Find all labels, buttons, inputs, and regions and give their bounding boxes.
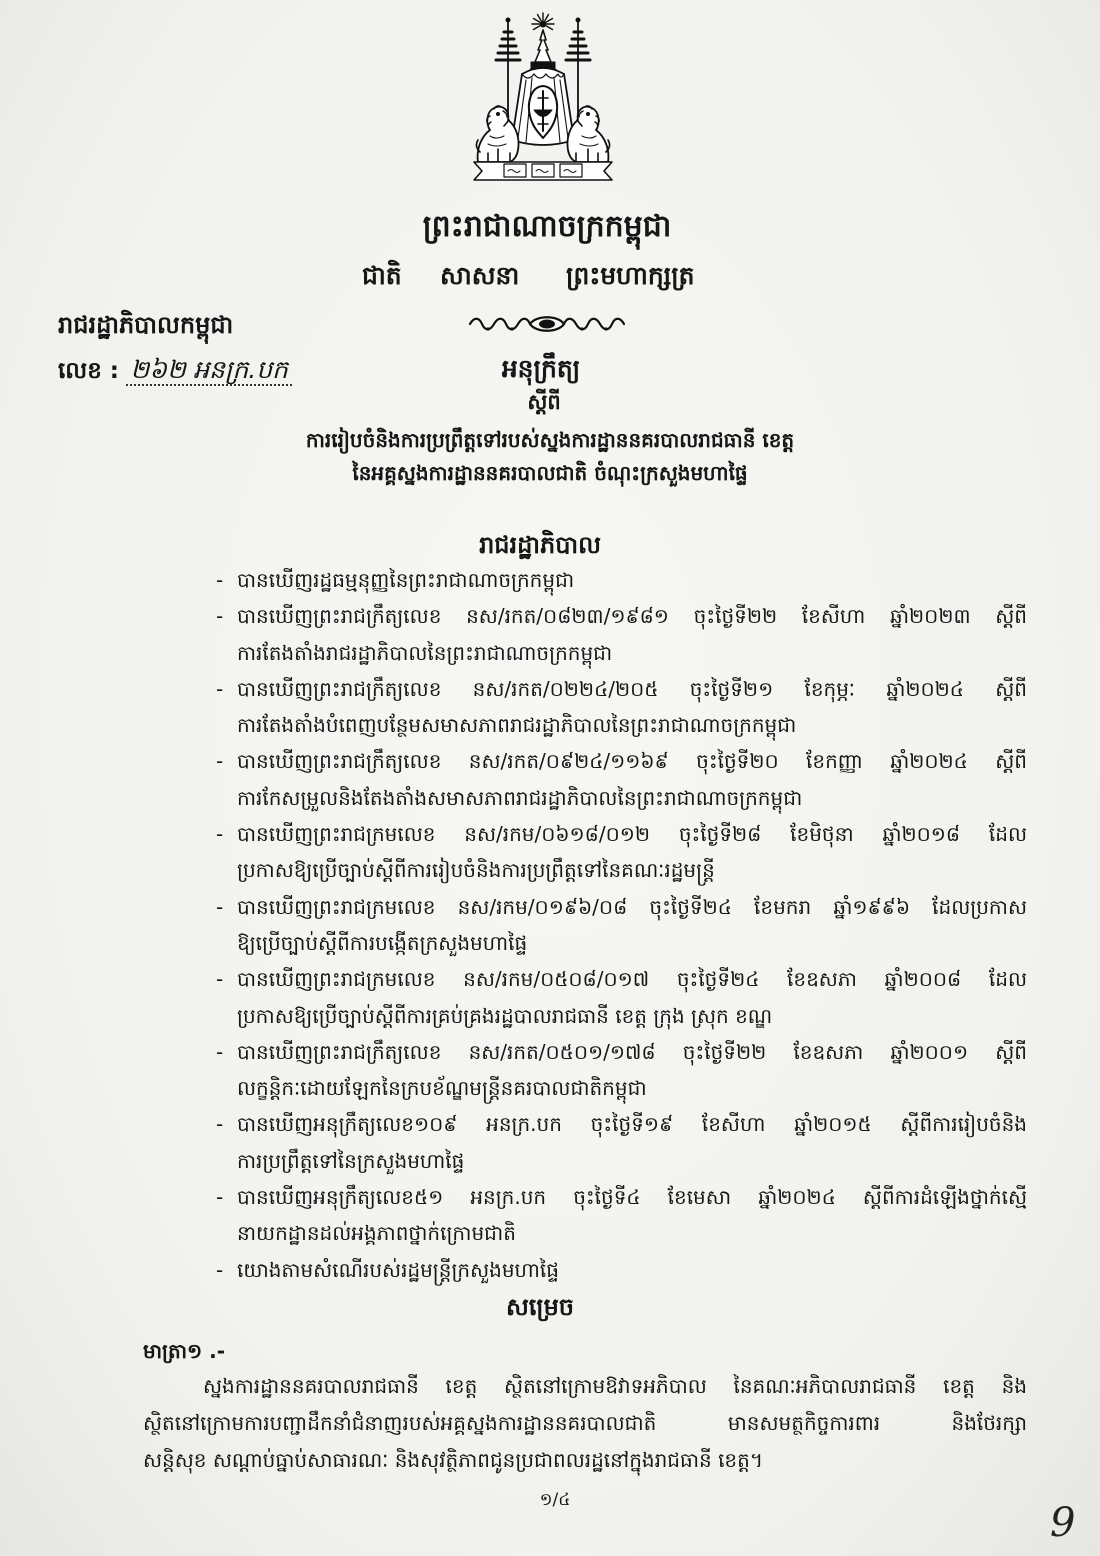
item-lines (237, 1106, 1027, 1179)
bullet-dash: - (216, 1185, 224, 1210)
preamble-line: ប្រកាសឱ្យប្រើច្បាប់ស្តីពីការរៀបចំនិងការប្រព្រឹត្តទៅនៃគណៈរដ្ឋមន្ត្រី (237, 858, 715, 883)
handwritten-mark: 9 (1050, 1500, 1076, 1546)
bullet-dash: - (216, 1112, 224, 1137)
preamble-line: បានឃើញព្រះរាជក្រមលេខ នស/រកម/០១៩៦/០៨ ចុះថ្ងៃទី២៤ ខែមករា ឆ្នាំ១៩៩៦ ដែលប្រកាស (237, 894, 1027, 919)
about-label: ស្តីពី (527, 390, 561, 414)
preamble-line: ប្រកាសឱ្យប្រើច្បាប់ស្តីពីការគ្រប់គ្រងរដ្ឋបាលរាជធានី ខេត្ត ក្រុង ស្រុក ខណ្ឌ (237, 1003, 773, 1028)
article-line: ស្ថិតនៅក្រោមការបញ្ជាដឹកនាំជំនាញរបស់អគ្គស្នងការដ្ឋាននគរបាលជាតិ មានសមត្ថកិច្ចការពារ និងថែរក្សា (143, 1411, 1027, 1435)
preamble-line: បានឃើញព្រះរាជក្រមលេខ នស/រកម/០៦១៨/០១២ ចុះថ្ងៃទី២៨ ខែមិថុនា ឆ្នាំ២០១៨ ដែល (237, 822, 1027, 847)
bullet-dash: - (216, 568, 224, 592)
motto-nation: ជាតិ (362, 261, 402, 290)
item-lines (237, 598, 1027, 671)
preamble-item (216, 1252, 1027, 1288)
decision-heading: សម្រេច (505, 1293, 575, 1321)
preamble-item (216, 671, 1027, 744)
number-fill (126, 355, 292, 386)
item-lines (237, 889, 1027, 962)
preamble-line: បានឃើញរដ្ឋធម្មនុញ្ញនៃព្រះរាជាណាចក្រកម្ពុជា (237, 568, 575, 592)
subject-line: ការរៀបចំនិងការប្រព្រឹត្តទៅរបស់ស្នងការដ្ឋាននគរបាលរាជធានី ខេត្ត (305, 428, 795, 452)
issuer-name: រាជរដ្ឋាភិបាលកម្ពុជា (58, 311, 234, 339)
bullet-dash: - (216, 604, 224, 629)
preamble-item (216, 598, 1027, 671)
article-label: មាត្រា១ .- (143, 1339, 226, 1363)
item-lines (237, 671, 1027, 744)
bullet-dash: - (216, 967, 224, 992)
preamble-line: បានឃើញព្រះរាជក្រឹត្យលេខ នស/រកត/០៨២៣/១៩៨១ ចុះថ្ងៃទី២២ ខែសីហា ឆ្នាំ២០២៣ ស្តីពី (237, 604, 1027, 629)
preamble-line: នាយកដ្ឋានដល់អង្គភាពថ្នាក់ក្រោមជាតិ (237, 1221, 516, 1246)
bullet-dash: - (216, 1257, 224, 1282)
kingdom-title: ព្រះរាជាណាចក្រកម្ពុជា (422, 209, 672, 244)
preamble-item (216, 961, 1027, 1034)
number-value: ២៦២ (130, 355, 186, 384)
article-body (143, 1368, 1027, 1479)
page-number: ១/៤ (539, 1490, 571, 1510)
bullet-dash: - (216, 822, 224, 847)
preamble-line: លក្ខន្តិកៈដោយឡែកនៃក្របខ័ណ្ឌមន្ត្រីនគរបាលជាតិកម្ពុជា (237, 1076, 647, 1101)
preamble-item (216, 816, 1027, 889)
preamble-line: បានឃើញព្រះរាជក្រមលេខ នស/រកម/០៥០៨/០១៧ ចុះថ្ងៃទី២៤ ខែឧសភា ឆ្នាំ២០០៨ ដែល (237, 967, 1027, 992)
item-lines (237, 562, 1027, 598)
preamble-line: បានឃើញព្រះរាជក្រឹត្យលេខ នស/រកត/០២២៤/២០៥ ចុះថ្ងៃទី២១ ខែកុម្ភៈ ឆ្នាំ២០២៤ ស្តីពី (237, 676, 1027, 701)
item-lines (237, 1034, 1027, 1107)
preamble-line: ការកែសម្រួលនិងតែងតាំងសមាសភាពរាជរដ្ឋាភិបាលនៃព្រះរាជាណាចក្រកម្ពុជា (237, 785, 803, 810)
preamble-item (216, 562, 1027, 598)
document-type: អនុក្រឹត្យ (501, 354, 581, 383)
preamble-line: ឱ្យប្រើច្បាប់ស្តីពីការបង្កើតក្រសួងមហាផ្ទៃ (237, 930, 528, 955)
preamble-item (216, 1106, 1027, 1179)
bullet-dash: - (216, 749, 224, 774)
royal-arms-emblem (468, 12, 618, 202)
preamble-item (216, 889, 1027, 962)
preamble-line: បានឃើញអនុក្រឹត្យលេខ១០៩ អនក្រ.បក ចុះថ្ងៃទី១៩ ខែសីហា ឆ្នាំ២០១៥ ស្តីពីការរៀបចំនិង (237, 1112, 1027, 1137)
preamble-line: ការតែងតាំងបំពេញបន្ថែមសមាសភាពរាជរដ្ឋាភិបាលនៃព្រះរាជាណាចក្រកម្ពុជា (237, 713, 797, 738)
item-lines (237, 816, 1027, 889)
preamble-line: បានឃើញអនុក្រឹត្យលេខ៥១ អនក្រ.បក ចុះថ្ងៃទី៤ ខែមេសា ឆ្នាំ២០២៤ ស្តីពីការដំឡើងថ្នាក់ស្មើ (237, 1185, 1027, 1210)
preamble-list (216, 562, 1027, 1288)
item-lines (237, 1252, 1027, 1288)
preamble-line: ការតែងតាំងរាជរដ្ឋាភិបាលនៃព្រះរាជាណាចក្រកម្ពុជា (237, 640, 613, 665)
number-label: លេខ : (58, 358, 120, 384)
ornament-divider (466, 312, 628, 334)
preamble-item (216, 1179, 1027, 1252)
subject-line: នៃអគ្គស្នងការដ្ឋាននគរបាលជាតិ ចំណុះក្រសួងមហាផ្ទៃ (352, 461, 748, 485)
motto-religion: សាសនា (440, 261, 520, 290)
item-lines (237, 961, 1027, 1034)
item-lines (237, 743, 1027, 816)
article-line: ស្នងការដ្ឋាននគរបាលរាជធានី ខេត្ត ស្ថិតនៅក្រោមឱវាទអភិបាល នៃគណៈអភិបាលរាជធានី ខេត្ត និង (203, 1374, 1027, 1398)
article-line: សន្តិសុខ សណ្តាប់ធ្នាប់សាធារណៈ និងសុវត្ថិភាពជូនប្រជាពលរដ្ឋនៅក្នុងរាជធានី ខេត្ត។ (143, 1448, 763, 1472)
item-lines (237, 1179, 1027, 1252)
document-number (58, 350, 292, 390)
preamble-heading: រាជរដ្ឋាភិបាល (479, 531, 601, 559)
preamble-line: យោងតាមសំណើរបស់រដ្ឋមន្ត្រីក្រសួងមហាផ្ទៃ (237, 1257, 559, 1282)
number-suffix: អនក្រ.បក (193, 355, 288, 384)
preamble-item (216, 1034, 1027, 1107)
preamble-line: បានឃើញព្រះរាជក្រឹត្យលេខ នស/រកត/០៥០១/១៧៨ ចុះថ្ងៃទី២២ ខែឧសភា ឆ្នាំ២០០១ ស្តីពី (237, 1039, 1027, 1064)
motto-king: ព្រះមហាក្សត្រ (566, 261, 695, 290)
bullet-dash: - (216, 676, 224, 701)
bullet-dash: - (216, 894, 224, 919)
bullet-dash: - (216, 1039, 224, 1064)
preamble-line: ការប្រព្រឹត្តទៅនៃក្រសួងមហាផ្ទៃ (237, 1148, 465, 1173)
preamble-line: បានឃើញព្រះរាជក្រឹត្យលេខ នស/រកត/០៩២៤/១១៦៩ ចុះថ្ងៃទី២០ ខែកញ្ញា ឆ្នាំ២០២៤ ស្តីពី (237, 749, 1027, 774)
preamble-item (216, 743, 1027, 816)
